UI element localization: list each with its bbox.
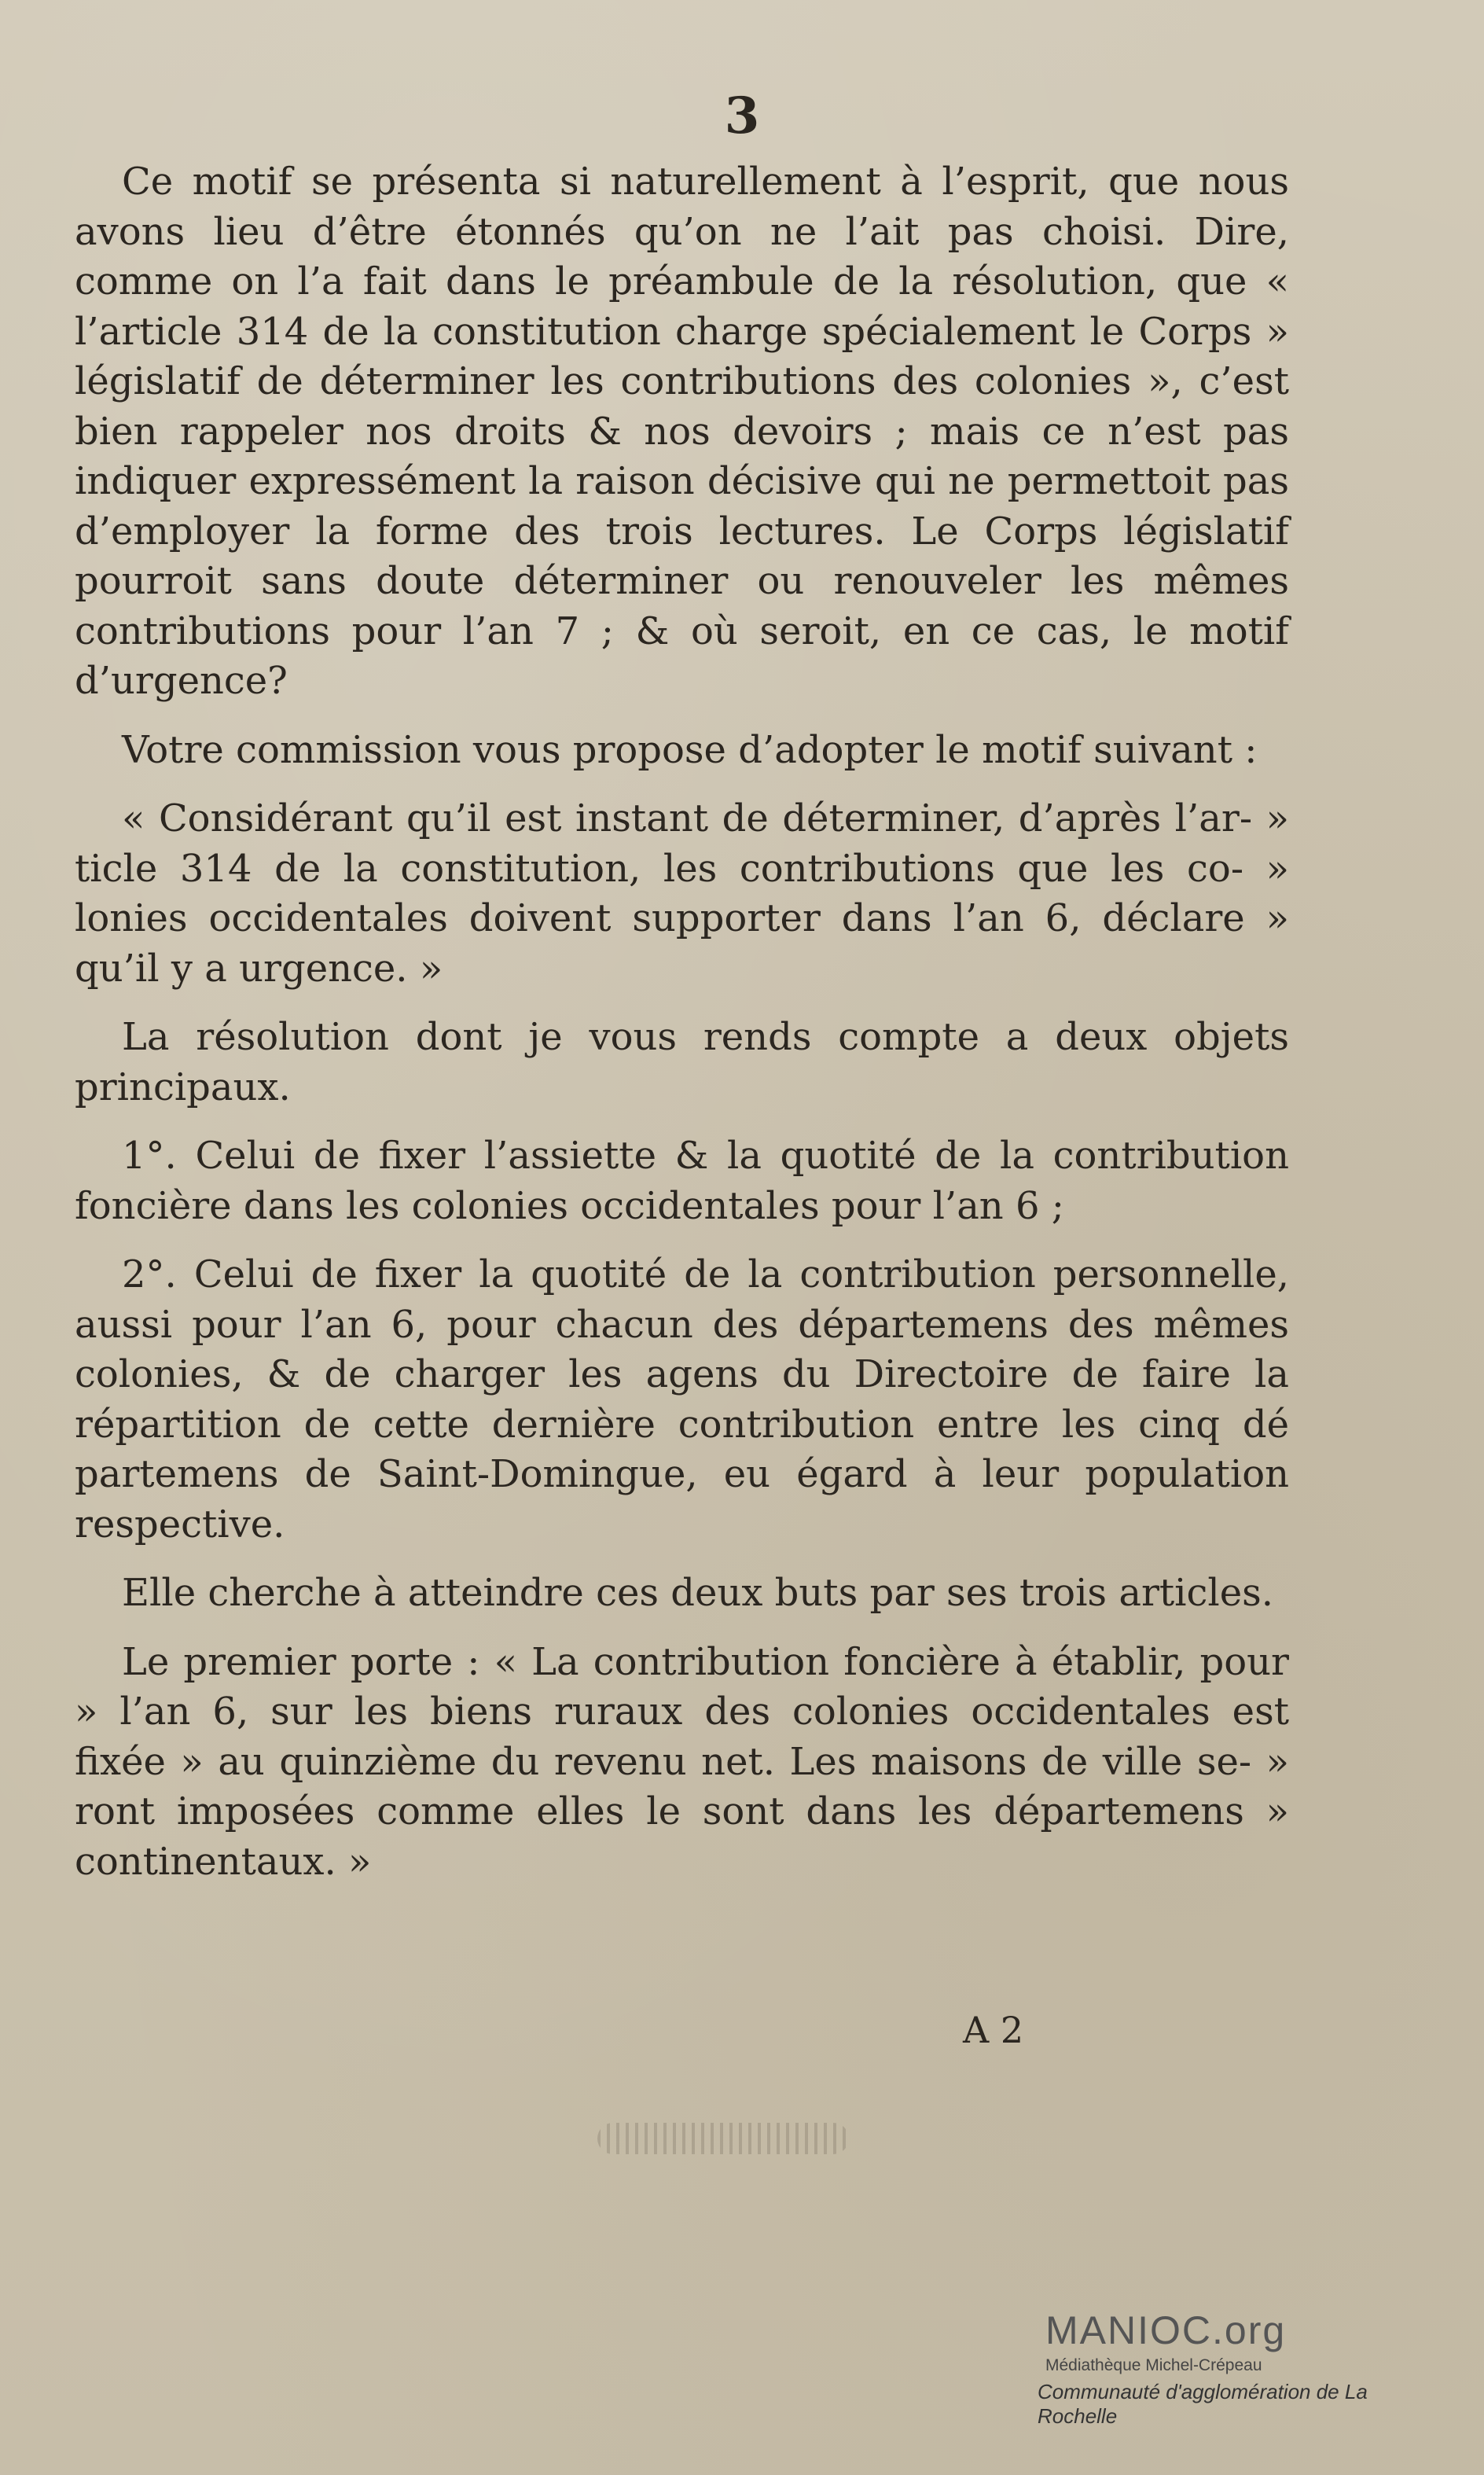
- paragraph-5-point-1: 1°. Celui de fixer l’assiette & la quotité de la contribution foncière dans les colonies occidentales pour l’an 6 ;: [75, 1134, 1289, 1228]
- signature-mark: A 2: [963, 2009, 1024, 2051]
- brand-line-communaute: Communauté d'agglomération de La Rochelle: [1038, 2380, 1368, 2428]
- paragraph-8-article-1: Le premier porte : « La contribution foncière à établir, pour » l’an 6, sur les biens ruraux des colonies occidentales est fixée » au quinzième du revenu net. Les maisons de ville se- » ront imposées comme elles le sont dans les départemens » continentaux. »: [75, 1639, 1289, 1884]
- body-text: [75, 157, 1289, 1906]
- paragraph-1: Ce motif se présenta si naturellement à l’esprit, que nous avons lieu d’être étonnés qu’on ne l’ait pas choisi. Dire, comme on l’a fait dans le préambule de la résolution, que « l’article 314 de la constitution charge spécialement le Corps » législatif de déterminer les contributions des colonies », c’est bien rappeler nos droits & nos devoirs ; mais ce n’est pas indiquer expressément la raison décisive qui ne permettoit pas d’employer la forme des trois lectures. Le Corps législatif pourroit sans doute déterminer ou renouveler les mêmes contributions pour l’an 7 ; & où seroit, en ce cas, le motif d’urgence?: [75, 160, 1289, 703]
- page-number: 3: [724, 86, 760, 145]
- paragraph-3-quote: « Considérant qu’il est instant de déterminer, d’après l’ar- » ticle 314 de la constitution, les contributions que les co- » lonies occidentales doivent supporter dans l’an 6, déclare » qu’il y a urgence. »: [75, 796, 1289, 991]
- brand-line-mediatheque: Médiathèque Michel-Crépeau: [1045, 2356, 1262, 2374]
- manioc-watermark: [1038, 2308, 1446, 2429]
- paragraph-2: Votre commission vous propose d’adopter le motif suivant :: [122, 727, 1258, 772]
- manioc-logo: MANIOC.org: [1045, 2308, 1287, 2352]
- paragraph-4: La résolution dont je vous rends compte a deux objets principaux.: [75, 1015, 1289, 1109]
- paragraph-7: Elle cherche à atteindre ces deux buts par ses trois articles.: [122, 1571, 1274, 1615]
- paragraph-6-point-2: 2°. Celui de fixer la quotité de la contribution personnelle, aussi pour l’an 6, pour chacun des départemens des mêmes colonies, & de charger les agens du Directoire de faire la répartition de cette dernière contribution entre les cinq dé partemens de Saint-Domingue, eu égard à leur population respective.: [75, 1252, 1289, 1546]
- ink-smudge: [597, 2123, 849, 2154]
